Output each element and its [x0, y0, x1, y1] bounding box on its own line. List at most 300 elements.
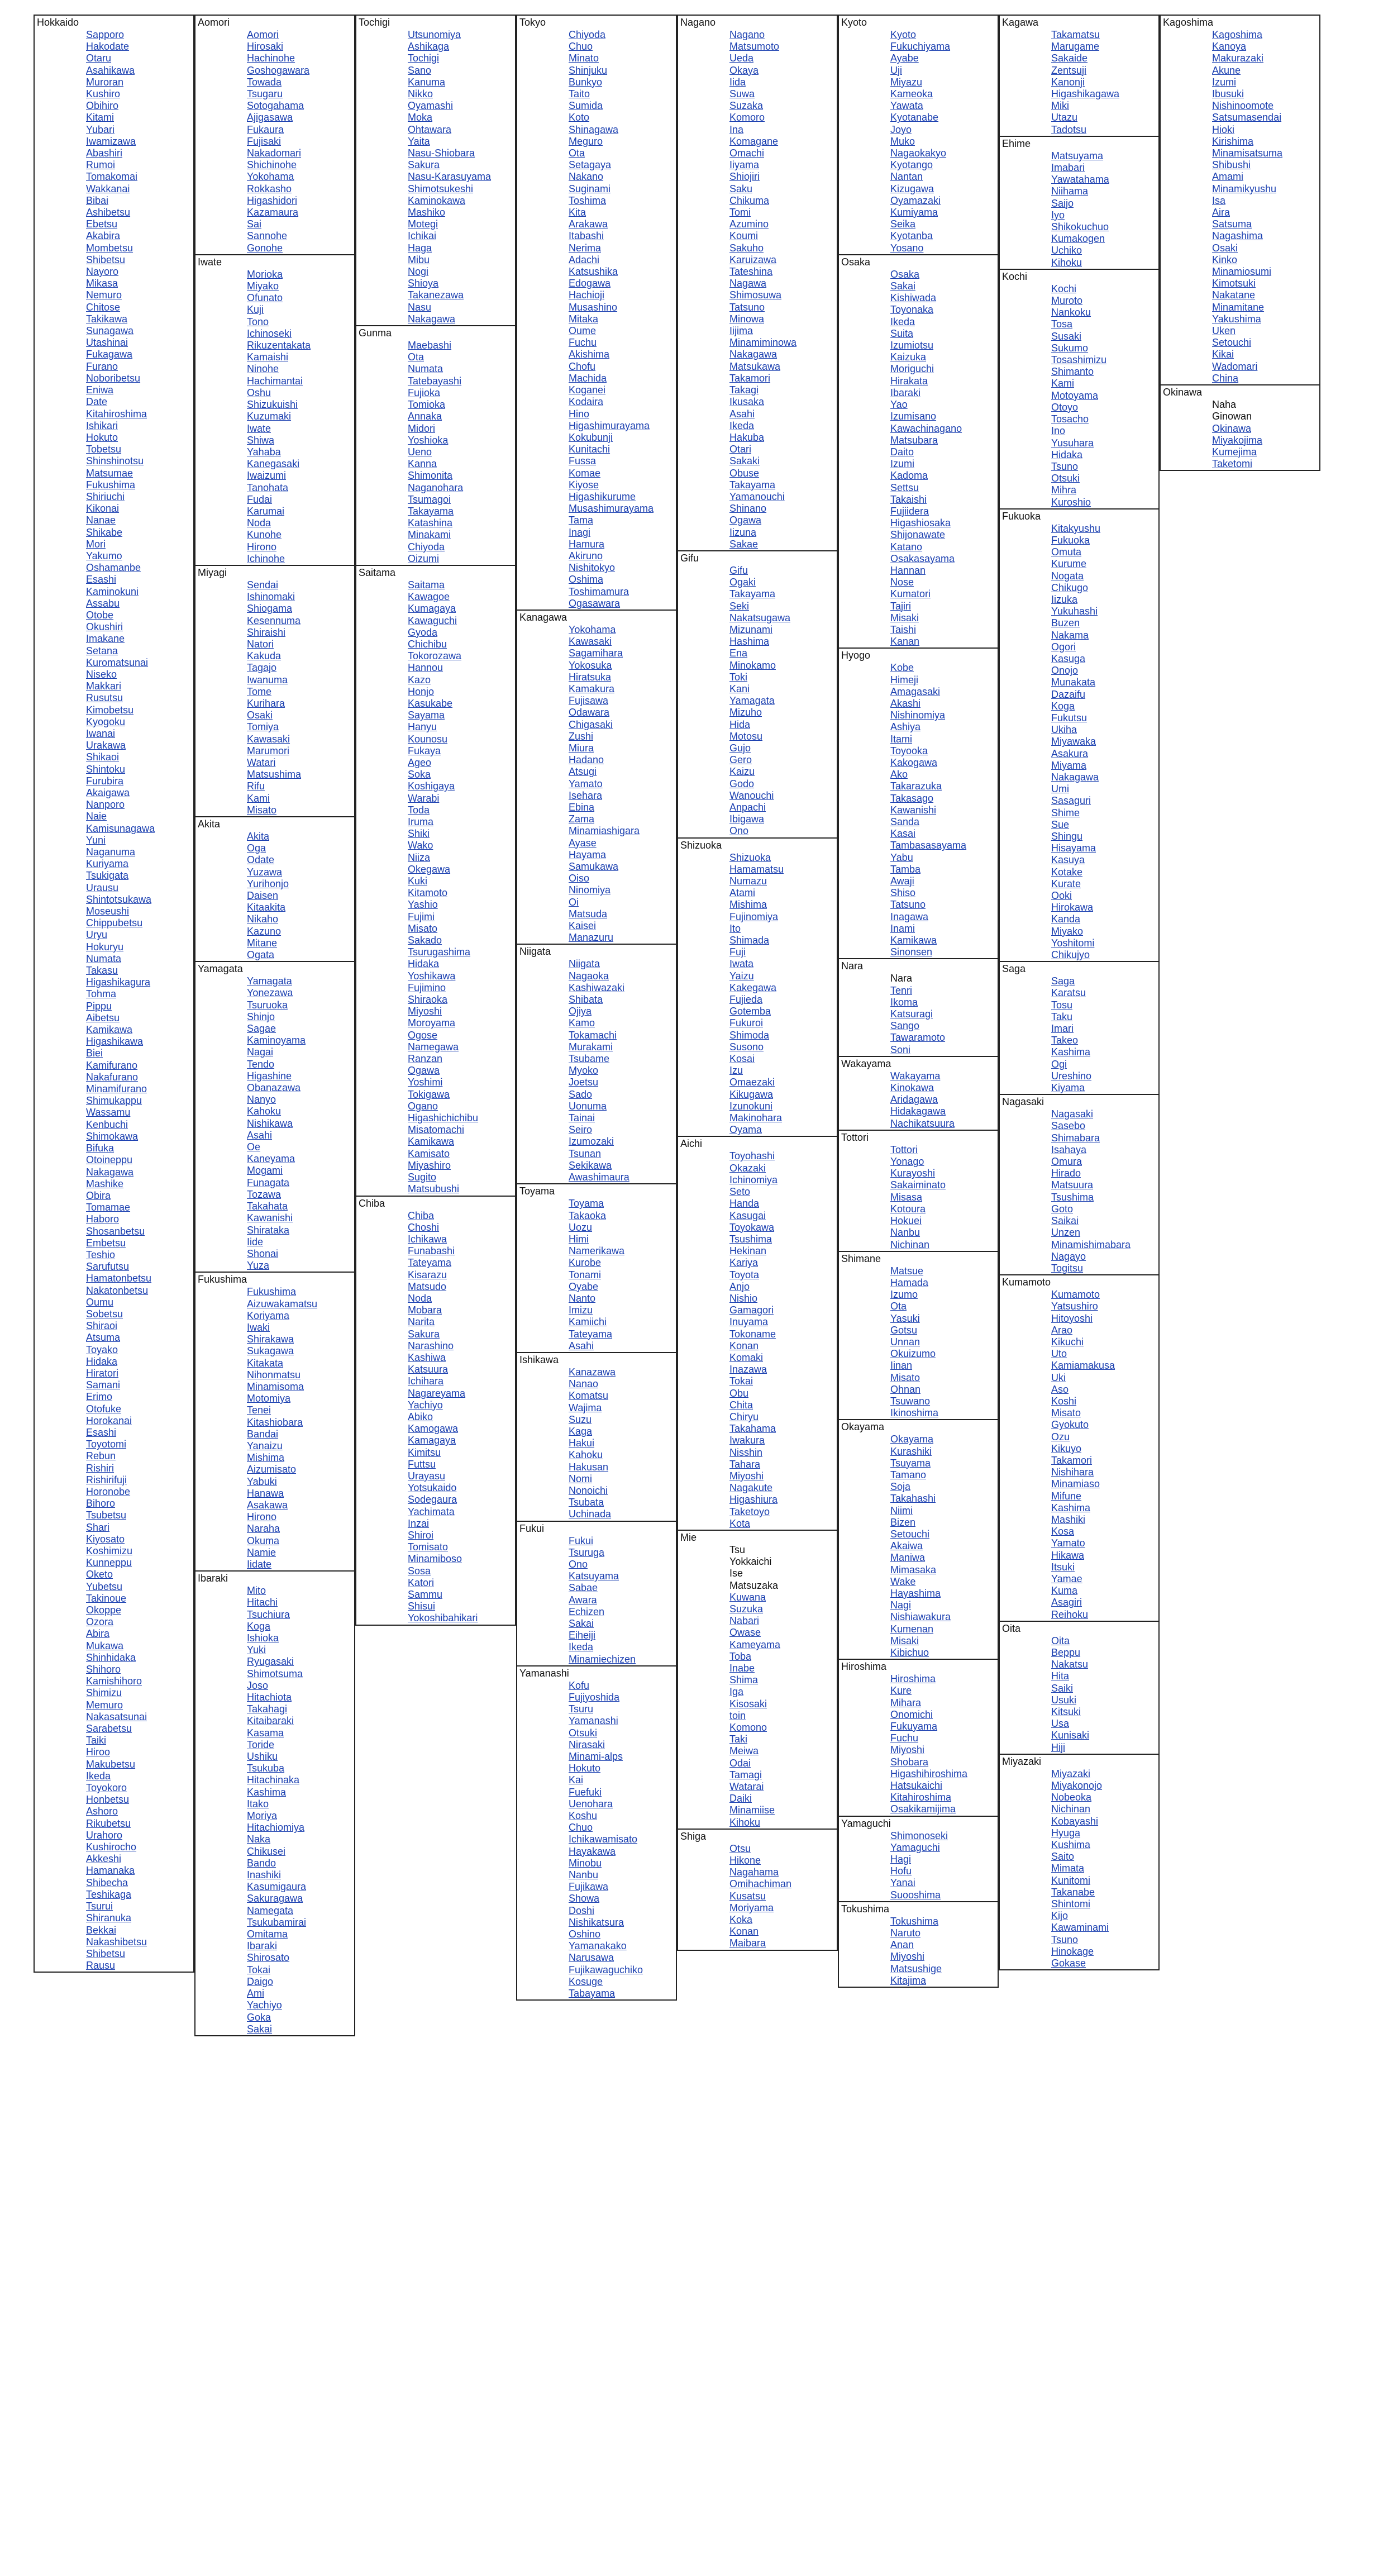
city-link[interactable]: Hachioji [569, 289, 605, 301]
city-link[interactable]: Oyamashi [408, 100, 454, 112]
city-link[interactable]: Hita [1051, 1670, 1070, 1682]
city-link[interactable]: Sarabetsu [86, 1723, 132, 1735]
city-link[interactable]: Taketoyo [729, 1506, 770, 1517]
city-link[interactable]: Fukaya [408, 745, 441, 756]
city-link[interactable]: Makkari [86, 680, 122, 692]
city-link[interactable]: Sobetsu [86, 1308, 123, 1320]
city-link[interactable]: Fukagawa [86, 349, 133, 360]
city-link[interactable]: Takamori [1051, 1454, 1093, 1466]
city-link[interactable]: Kumejima [1212, 446, 1257, 458]
city-link[interactable]: Tainai [569, 1112, 595, 1124]
city-link[interactable]: Samukawa [569, 861, 619, 873]
city-link[interactable]: Nakatsugawa [729, 612, 791, 623]
city-link[interactable]: Itsuki [1051, 1561, 1075, 1573]
city-link[interactable]: Kurihara [247, 697, 285, 709]
city-link[interactable]: Shiranuka [86, 1912, 132, 1924]
city-link[interactable]: Kazo [408, 674, 431, 685]
city-link[interactable]: Nanbu [890, 1227, 920, 1239]
city-link[interactable]: Kaga [569, 1425, 593, 1437]
city-link[interactable]: Edogawa [569, 278, 611, 289]
city-link[interactable]: Sayama [408, 710, 445, 721]
city-link[interactable]: Shikabe [86, 526, 123, 538]
city-link[interactable]: Tenei [247, 1404, 271, 1416]
city-link[interactable]: Nagayo [1051, 1250, 1086, 1262]
city-link[interactable]: Kuki [408, 875, 428, 887]
city-link[interactable]: Sarufutsu [86, 1261, 130, 1273]
city-link[interactable]: Rikubetsu [86, 1817, 131, 1829]
city-link[interactable]: Suooshima [890, 1889, 941, 1901]
city-link[interactable]: Kuwana [729, 1591, 766, 1603]
city-link[interactable]: Kure [890, 1685, 912, 1697]
city-link[interactable]: Takayama [729, 479, 776, 491]
city-link[interactable]: Nakatonbetsu [86, 1284, 149, 1296]
city-link[interactable]: Akkeshi [86, 1853, 122, 1865]
city-link[interactable]: Katsuragi [890, 1008, 933, 1020]
city-link[interactable]: Kitaakita [247, 902, 286, 913]
city-link[interactable]: Tsubata [569, 1497, 604, 1508]
city-link[interactable]: Urausu [86, 882, 119, 893]
city-link[interactable]: Yasuki [890, 1312, 920, 1324]
city-link[interactable]: Mimasaka [890, 1564, 937, 1575]
city-link[interactable]: Uchiko [1051, 245, 1082, 256]
city-link[interactable]: Shinhidaka [86, 1651, 136, 1663]
city-link[interactable]: Mogami [247, 1165, 283, 1177]
city-link[interactable]: Kakegawa [729, 982, 777, 993]
city-link[interactable]: Kai [569, 1774, 584, 1786]
city-link[interactable]: Ajigasawa [247, 112, 293, 123]
city-link[interactable]: Hisayama [1051, 842, 1096, 854]
city-link[interactable]: Minamiashigara [569, 825, 640, 837]
city-link[interactable]: Shirosato [247, 1952, 290, 1964]
city-link[interactable]: Yahaba [247, 446, 281, 458]
city-link[interactable]: Kota [729, 1517, 751, 1529]
city-link[interactable]: Shima [729, 1674, 759, 1686]
city-link[interactable]: Akaiwa [890, 1540, 923, 1552]
city-link[interactable]: Hadano [569, 754, 604, 766]
city-link[interactable]: Tamba [890, 863, 921, 875]
city-link[interactable]: Izumi [890, 458, 915, 470]
city-link[interactable]: Inami [890, 922, 915, 934]
city-link[interactable]: Kenbuchi [86, 1118, 128, 1130]
city-link[interactable]: Kuriyama [86, 858, 129, 870]
city-link[interactable]: Usuki [1051, 1694, 1077, 1706]
city-link[interactable]: Kakuda [247, 650, 282, 662]
city-link[interactable]: Sasebo [1051, 1120, 1086, 1132]
city-link[interactable]: Nisshin [729, 1446, 763, 1458]
city-link[interactable]: Eiheiji [569, 1630, 596, 1641]
city-link[interactable]: Echizen [569, 1606, 605, 1617]
city-link[interactable]: Nemuro [86, 289, 122, 301]
city-link[interactable]: Tsuruoka [247, 999, 288, 1011]
city-link[interactable]: Zushi [569, 730, 594, 742]
city-link[interactable]: Okegawa [408, 863, 451, 875]
city-link[interactable]: Fujisaki [247, 135, 282, 147]
city-link[interactable]: Fukushima [86, 479, 136, 491]
city-link[interactable]: Futtsu [408, 1458, 436, 1470]
city-link[interactable]: Takeo [1051, 1035, 1079, 1046]
city-link[interactable]: Kumakogen [1051, 233, 1105, 245]
city-link[interactable]: Daito [890, 446, 914, 458]
city-link[interactable]: Nagano [729, 29, 765, 40]
city-link[interactable]: Bifuka [86, 1142, 115, 1154]
city-link[interactable]: Chikuma [729, 194, 770, 206]
city-link[interactable]: Kasuya [1051, 854, 1085, 866]
city-link[interactable]: Sendai [247, 579, 279, 591]
city-link[interactable]: Kizugawa [890, 183, 934, 194]
city-link[interactable]: Tsurugashima [408, 946, 471, 958]
city-link[interactable]: Oita [1051, 1635, 1070, 1646]
city-link[interactable]: Tsuruga [569, 1546, 605, 1558]
city-link[interactable]: Shimukappu [86, 1095, 142, 1107]
city-link[interactable]: Nayoro [86, 266, 119, 278]
city-link[interactable]: Watarai [729, 1781, 764, 1793]
city-link[interactable]: Itako [247, 1798, 269, 1810]
city-link[interactable]: Sango [890, 1020, 920, 1032]
city-link[interactable]: Hanawa [247, 1487, 284, 1499]
city-link[interactable]: Toyohashi [729, 1150, 775, 1162]
city-link[interactable]: Hioki [1212, 123, 1235, 135]
city-link[interactable]: Oi [569, 896, 579, 908]
city-link[interactable]: Kameoka [890, 88, 933, 100]
city-link[interactable]: Ito [729, 922, 741, 934]
city-link[interactable]: Hiratori [86, 1367, 119, 1379]
city-link[interactable]: Suita [890, 327, 914, 339]
city-link[interactable]: Nakasatsunai [86, 1711, 147, 1722]
city-link[interactable]: Sannohe [247, 230, 288, 242]
city-link[interactable]: Kawaminami [1051, 1922, 1109, 1934]
city-link[interactable]: Komoro [729, 112, 765, 123]
city-link[interactable]: Chikujyo [1051, 949, 1090, 961]
city-link[interactable]: Yuki [247, 1644, 266, 1656]
city-link[interactable]: Iwata [729, 958, 754, 970]
city-link[interactable]: Sano [408, 64, 432, 76]
city-link[interactable]: Ikeda [890, 316, 915, 327]
city-link[interactable]: Numazu [729, 875, 767, 887]
city-link[interactable]: Eniwa [86, 384, 114, 396]
city-link[interactable]: Koga [247, 1620, 271, 1632]
city-link[interactable]: Oketo [86, 1569, 113, 1580]
city-link[interactable]: Shisui [408, 1601, 436, 1612]
city-link[interactable]: Higashine [247, 1070, 292, 1082]
city-link[interactable]: Mibu [408, 254, 430, 265]
city-link[interactable]: Ichikawa [408, 1233, 447, 1245]
city-link[interactable]: Nanbu [569, 1869, 599, 1881]
city-link[interactable]: Namerikawa [569, 1245, 625, 1257]
city-link[interactable]: Seika [890, 218, 916, 230]
city-link[interactable]: Tsuchiura [247, 1608, 290, 1620]
city-link[interactable]: Ikoma [890, 996, 918, 1008]
city-link[interactable]: Komatsu [569, 1390, 609, 1402]
city-link[interactable]: Kasumigaura [247, 1881, 307, 1893]
city-link[interactable]: Miyoshi [408, 1006, 442, 1017]
city-link[interactable]: Misaki [890, 1635, 919, 1646]
city-link[interactable]: Kawagoe [408, 591, 450, 603]
city-link[interactable]: Obira [86, 1189, 111, 1201]
city-link[interactable]: Nakano [569, 171, 604, 183]
city-link[interactable]: Kashiwa [408, 1351, 446, 1363]
city-link[interactable]: Ageo [408, 756, 432, 768]
city-link[interactable]: Assabu [86, 597, 120, 609]
city-link[interactable]: Yachiyo [247, 1999, 282, 2011]
city-link[interactable]: Kiyose [569, 479, 599, 491]
city-link[interactable]: Musashino [569, 301, 618, 313]
city-link[interactable]: Imari [1051, 1023, 1074, 1035]
city-link[interactable]: Chikusei [247, 1845, 286, 1857]
city-link[interactable]: Shinshinotsu [86, 455, 144, 467]
city-link[interactable]: Kuma [1051, 1585, 1078, 1597]
city-link[interactable]: Ota [408, 351, 424, 363]
city-link[interactable]: Maniwa [890, 1552, 926, 1564]
city-link[interactable]: Kuromatsunai [86, 656, 149, 668]
city-link[interactable]: Matsudo [408, 1280, 447, 1292]
city-link[interactable]: Kitahiroshima [86, 408, 147, 420]
city-link[interactable]: Nishitokyo [569, 562, 616, 574]
city-link[interactable]: Yachimata [408, 1506, 455, 1517]
city-link[interactable]: Obuse [729, 467, 760, 479]
city-link[interactable]: Yamanouchi [729, 491, 785, 502]
city-link[interactable]: Omihachiman [729, 1878, 792, 1890]
city-link[interactable]: Omachi [729, 147, 765, 159]
city-link[interactable]: Horokanai [86, 1415, 132, 1426]
city-link[interactable]: Nagi [890, 1599, 912, 1611]
city-link[interactable]: Ohnan [890, 1383, 921, 1395]
city-link[interactable]: Asakura [1051, 747, 1089, 759]
city-link[interactable]: Nonoichi [569, 1484, 608, 1496]
city-link[interactable]: Koganei [569, 384, 606, 396]
city-link[interactable]: Tabayama [569, 1988, 616, 1999]
city-link[interactable]: China [1212, 372, 1239, 384]
city-link[interactable]: Bekkai [86, 1924, 117, 1936]
city-link[interactable]: Shihoro [86, 1664, 121, 1675]
city-link[interactable]: Sammu [408, 1589, 443, 1600]
city-link[interactable]: Aizumisato [247, 1464, 297, 1475]
city-link[interactable]: Inagi [569, 526, 591, 538]
city-link[interactable]: Suzuka [729, 1603, 764, 1615]
city-link[interactable]: Hidaka [1051, 449, 1083, 460]
city-link[interactable]: Hekinan [729, 1245, 767, 1257]
city-link[interactable]: Setouchi [1212, 337, 1252, 349]
city-link[interactable]: Hashima [729, 636, 770, 647]
city-link[interactable]: Takaishi [890, 493, 927, 505]
city-link[interactable]: Miyashiro [408, 1159, 451, 1171]
city-link[interactable]: Kawaguchi [408, 615, 457, 626]
city-link[interactable]: Kunitachi [569, 444, 610, 455]
city-link[interactable]: Kaizu [729, 766, 755, 778]
city-link[interactable]: Takarazuka [890, 780, 942, 792]
city-link[interactable]: Tateshina [729, 266, 773, 278]
city-link[interactable]: Hitachi [247, 1597, 278, 1608]
city-link[interactable]: Kanonji [1051, 76, 1085, 88]
city-link[interactable]: Doshi [569, 1904, 595, 1916]
city-link[interactable]: Asahi [569, 1340, 594, 1351]
city-link[interactable]: Tamagi [729, 1769, 762, 1780]
city-link[interactable]: Mitane [247, 937, 278, 949]
city-link[interactable]: Ebetsu [86, 218, 118, 230]
city-link[interactable]: Moriyama [729, 1902, 774, 1913]
city-link[interactable]: Toyokawa [729, 1221, 775, 1233]
city-link[interactable]: Nishinomiya [890, 710, 946, 721]
city-link[interactable]: Fussa [569, 455, 597, 467]
city-link[interactable]: Kami [247, 792, 270, 804]
city-link[interactable]: Yubari [86, 123, 115, 135]
city-link[interactable]: Kashima [1051, 1046, 1091, 1058]
city-link[interactable]: Tagajo [247, 662, 277, 674]
city-link[interactable]: Misatomachi [408, 1124, 465, 1136]
city-link[interactable]: Yokosuka [569, 659, 612, 671]
city-link[interactable]: Hakusan [569, 1461, 609, 1473]
city-link[interactable]: Naganuma [86, 846, 136, 858]
city-link[interactable]: Gamagori [729, 1304, 774, 1316]
city-link[interactable]: Bizen [890, 1516, 916, 1528]
city-link[interactable]: Urakawa [86, 740, 126, 751]
city-link[interactable]: Tsuwano [890, 1395, 931, 1407]
city-link[interactable]: Gero [729, 754, 752, 766]
city-link[interactable]: Kitahiroshima [890, 1792, 952, 1803]
city-link[interactable]: Sunagawa [86, 325, 134, 337]
city-link[interactable]: Utsunomiya [408, 29, 461, 40]
city-link[interactable]: Shibata [569, 994, 603, 1006]
city-link[interactable]: Imizu [569, 1304, 593, 1316]
city-link[interactable]: Makinohara [729, 1112, 783, 1124]
city-link[interactable]: Ono [729, 825, 749, 837]
city-link[interactable]: Uki [1051, 1372, 1066, 1383]
city-link[interactable]: Toki [729, 671, 748, 683]
city-link[interactable]: Nasu [408, 301, 432, 313]
city-link[interactable]: Fujieda [729, 994, 763, 1006]
city-link[interactable]: Takamatsu [1051, 29, 1100, 40]
city-link[interactable]: Chikugo [1051, 582, 1089, 593]
city-link[interactable]: Teshikaga [86, 1888, 132, 1900]
city-link[interactable]: Noda [408, 1292, 432, 1304]
city-link[interactable]: Suwa [729, 88, 755, 100]
city-link[interactable]: Tsurui [86, 1901, 113, 1912]
city-link[interactable]: Miyawaka [1051, 736, 1096, 747]
city-link[interactable]: Higashiosaka [890, 517, 951, 529]
city-link[interactable]: Oshamanbe [86, 562, 141, 574]
city-link[interactable]: Awara [569, 1594, 597, 1606]
city-link[interactable]: Sakae [729, 538, 759, 550]
city-link[interactable]: Mori [86, 538, 106, 550]
city-link[interactable]: Shirakawa [247, 1334, 294, 1345]
city-link[interactable]: Gifu [729, 564, 748, 576]
city-link[interactable]: Toda [408, 804, 430, 816]
city-link[interactable]: Odai [729, 1757, 751, 1769]
city-link[interactable]: Shimokawa [86, 1130, 139, 1142]
city-link[interactable]: Aizuwakamatsu [247, 1298, 318, 1310]
city-link[interactable]: Tateyama [408, 1257, 452, 1269]
city-link[interactable]: Mizuho [729, 707, 762, 718]
city-link[interactable]: Shimonita [408, 470, 453, 482]
city-link[interactable]: Tsushima [1051, 1191, 1094, 1203]
city-link[interactable]: Sosa [408, 1565, 431, 1577]
city-link[interactable]: Omaezaki [729, 1077, 775, 1088]
city-link[interactable]: Fuji [729, 946, 746, 958]
city-link[interactable]: Nagareyama [408, 1387, 466, 1399]
city-link[interactable]: Furano [86, 360, 118, 372]
city-link[interactable]: Naka [247, 1834, 271, 1845]
city-link[interactable]: Kiyosato [86, 1533, 125, 1545]
city-link[interactable]: Chofu [569, 360, 596, 372]
city-link[interactable]: Manazuru [569, 932, 614, 944]
city-link[interactable]: Hakodate [86, 41, 130, 53]
city-link[interactable]: Shiraishi [247, 626, 286, 638]
city-link[interactable]: Sakura [408, 1328, 440, 1340]
city-link[interactable]: Shiojiri [729, 171, 760, 183]
city-link[interactable]: Hannan [890, 564, 926, 576]
city-link[interactable]: Togitsu [1051, 1262, 1084, 1274]
city-link[interactable]: Shibetsu [86, 1948, 126, 1959]
city-link[interactable]: Ikusaka [729, 396, 765, 408]
city-link[interactable]: Date [86, 396, 108, 408]
city-link[interactable]: Handa [729, 1198, 760, 1210]
city-link[interactable]: Komagane [729, 135, 779, 147]
city-link[interactable]: Kounosu [408, 733, 448, 745]
city-link[interactable]: Fujiidera [890, 505, 929, 517]
city-link[interactable]: Nerima [569, 242, 602, 254]
city-link[interactable]: Shiki [408, 828, 430, 840]
city-link[interactable]: Utazu [1051, 112, 1078, 123]
city-link[interactable]: Kinko [1212, 254, 1238, 265]
city-link[interactable]: Tenri [890, 984, 913, 996]
city-link[interactable]: Fukaura [247, 123, 284, 135]
city-link[interactable]: Suzu [569, 1413, 592, 1425]
city-link[interactable]: Kanazawa [569, 1366, 616, 1378]
city-link[interactable]: Hiroshima [890, 1673, 936, 1685]
city-link[interactable]: Takasago [890, 792, 934, 804]
city-link[interactable]: Misato [1051, 1407, 1081, 1419]
city-link[interactable]: Urahoro [86, 1829, 123, 1841]
city-link[interactable]: Yachiyo [408, 1399, 443, 1411]
city-link[interactable]: Hamanaka [86, 1865, 135, 1877]
city-link[interactable]: Kitakata [247, 1357, 284, 1369]
city-link[interactable]: Nihonmatsu [247, 1369, 301, 1380]
city-link[interactable]: Gonohe [247, 242, 283, 254]
city-link[interactable]: Ozora [86, 1616, 114, 1628]
city-link[interactable]: Shimotsukeshi [408, 183, 474, 194]
city-link[interactable]: Ichikai [408, 230, 437, 242]
city-link[interactable]: Matsumoto [729, 41, 780, 53]
city-link[interactable]: Urayasu [408, 1470, 446, 1482]
city-link[interactable]: Ibaraki [247, 1940, 278, 1952]
city-link[interactable]: Kobayashi [1051, 1815, 1099, 1827]
city-link[interactable]: Nakagawa [408, 313, 456, 325]
city-link[interactable]: Ishinomaki [247, 591, 295, 603]
city-link[interactable]: Marugame [1051, 41, 1100, 53]
city-link[interactable]: Tosacho [1051, 413, 1089, 425]
city-link[interactable]: Kunneppu [86, 1557, 132, 1569]
city-link[interactable]: Hayama [569, 849, 607, 860]
city-link[interactable]: Minamiosumi [1212, 266, 1272, 278]
city-link[interactable]: Toshima [569, 194, 607, 206]
city-link[interactable]: Kumenan [890, 1623, 934, 1635]
city-link[interactable]: Kamisunagawa [86, 822, 155, 834]
city-link[interactable]: Takamori [729, 372, 771, 384]
city-link[interactable]: Nagaokakyo [890, 147, 947, 159]
city-link[interactable]: Shimizu [86, 1687, 122, 1699]
city-link[interactable]: Kakogawa [890, 756, 938, 768]
city-link[interactable]: Minobu [569, 1857, 602, 1869]
city-link[interactable]: Iwaizumi [247, 470, 287, 482]
city-link[interactable]: Numata [408, 363, 443, 375]
city-link[interactable]: Izumi [1212, 76, 1237, 88]
city-link[interactable]: Tokai [729, 1375, 753, 1387]
city-link[interactable]: Natori [247, 638, 274, 650]
city-link[interactable]: Morioka [247, 268, 283, 280]
city-link[interactable]: Muroto [1051, 295, 1083, 307]
city-link[interactable]: Hikone [729, 1855, 761, 1866]
city-link[interactable]: Iwakura [729, 1435, 765, 1446]
city-link[interactable]: Sugito [408, 1172, 437, 1183]
